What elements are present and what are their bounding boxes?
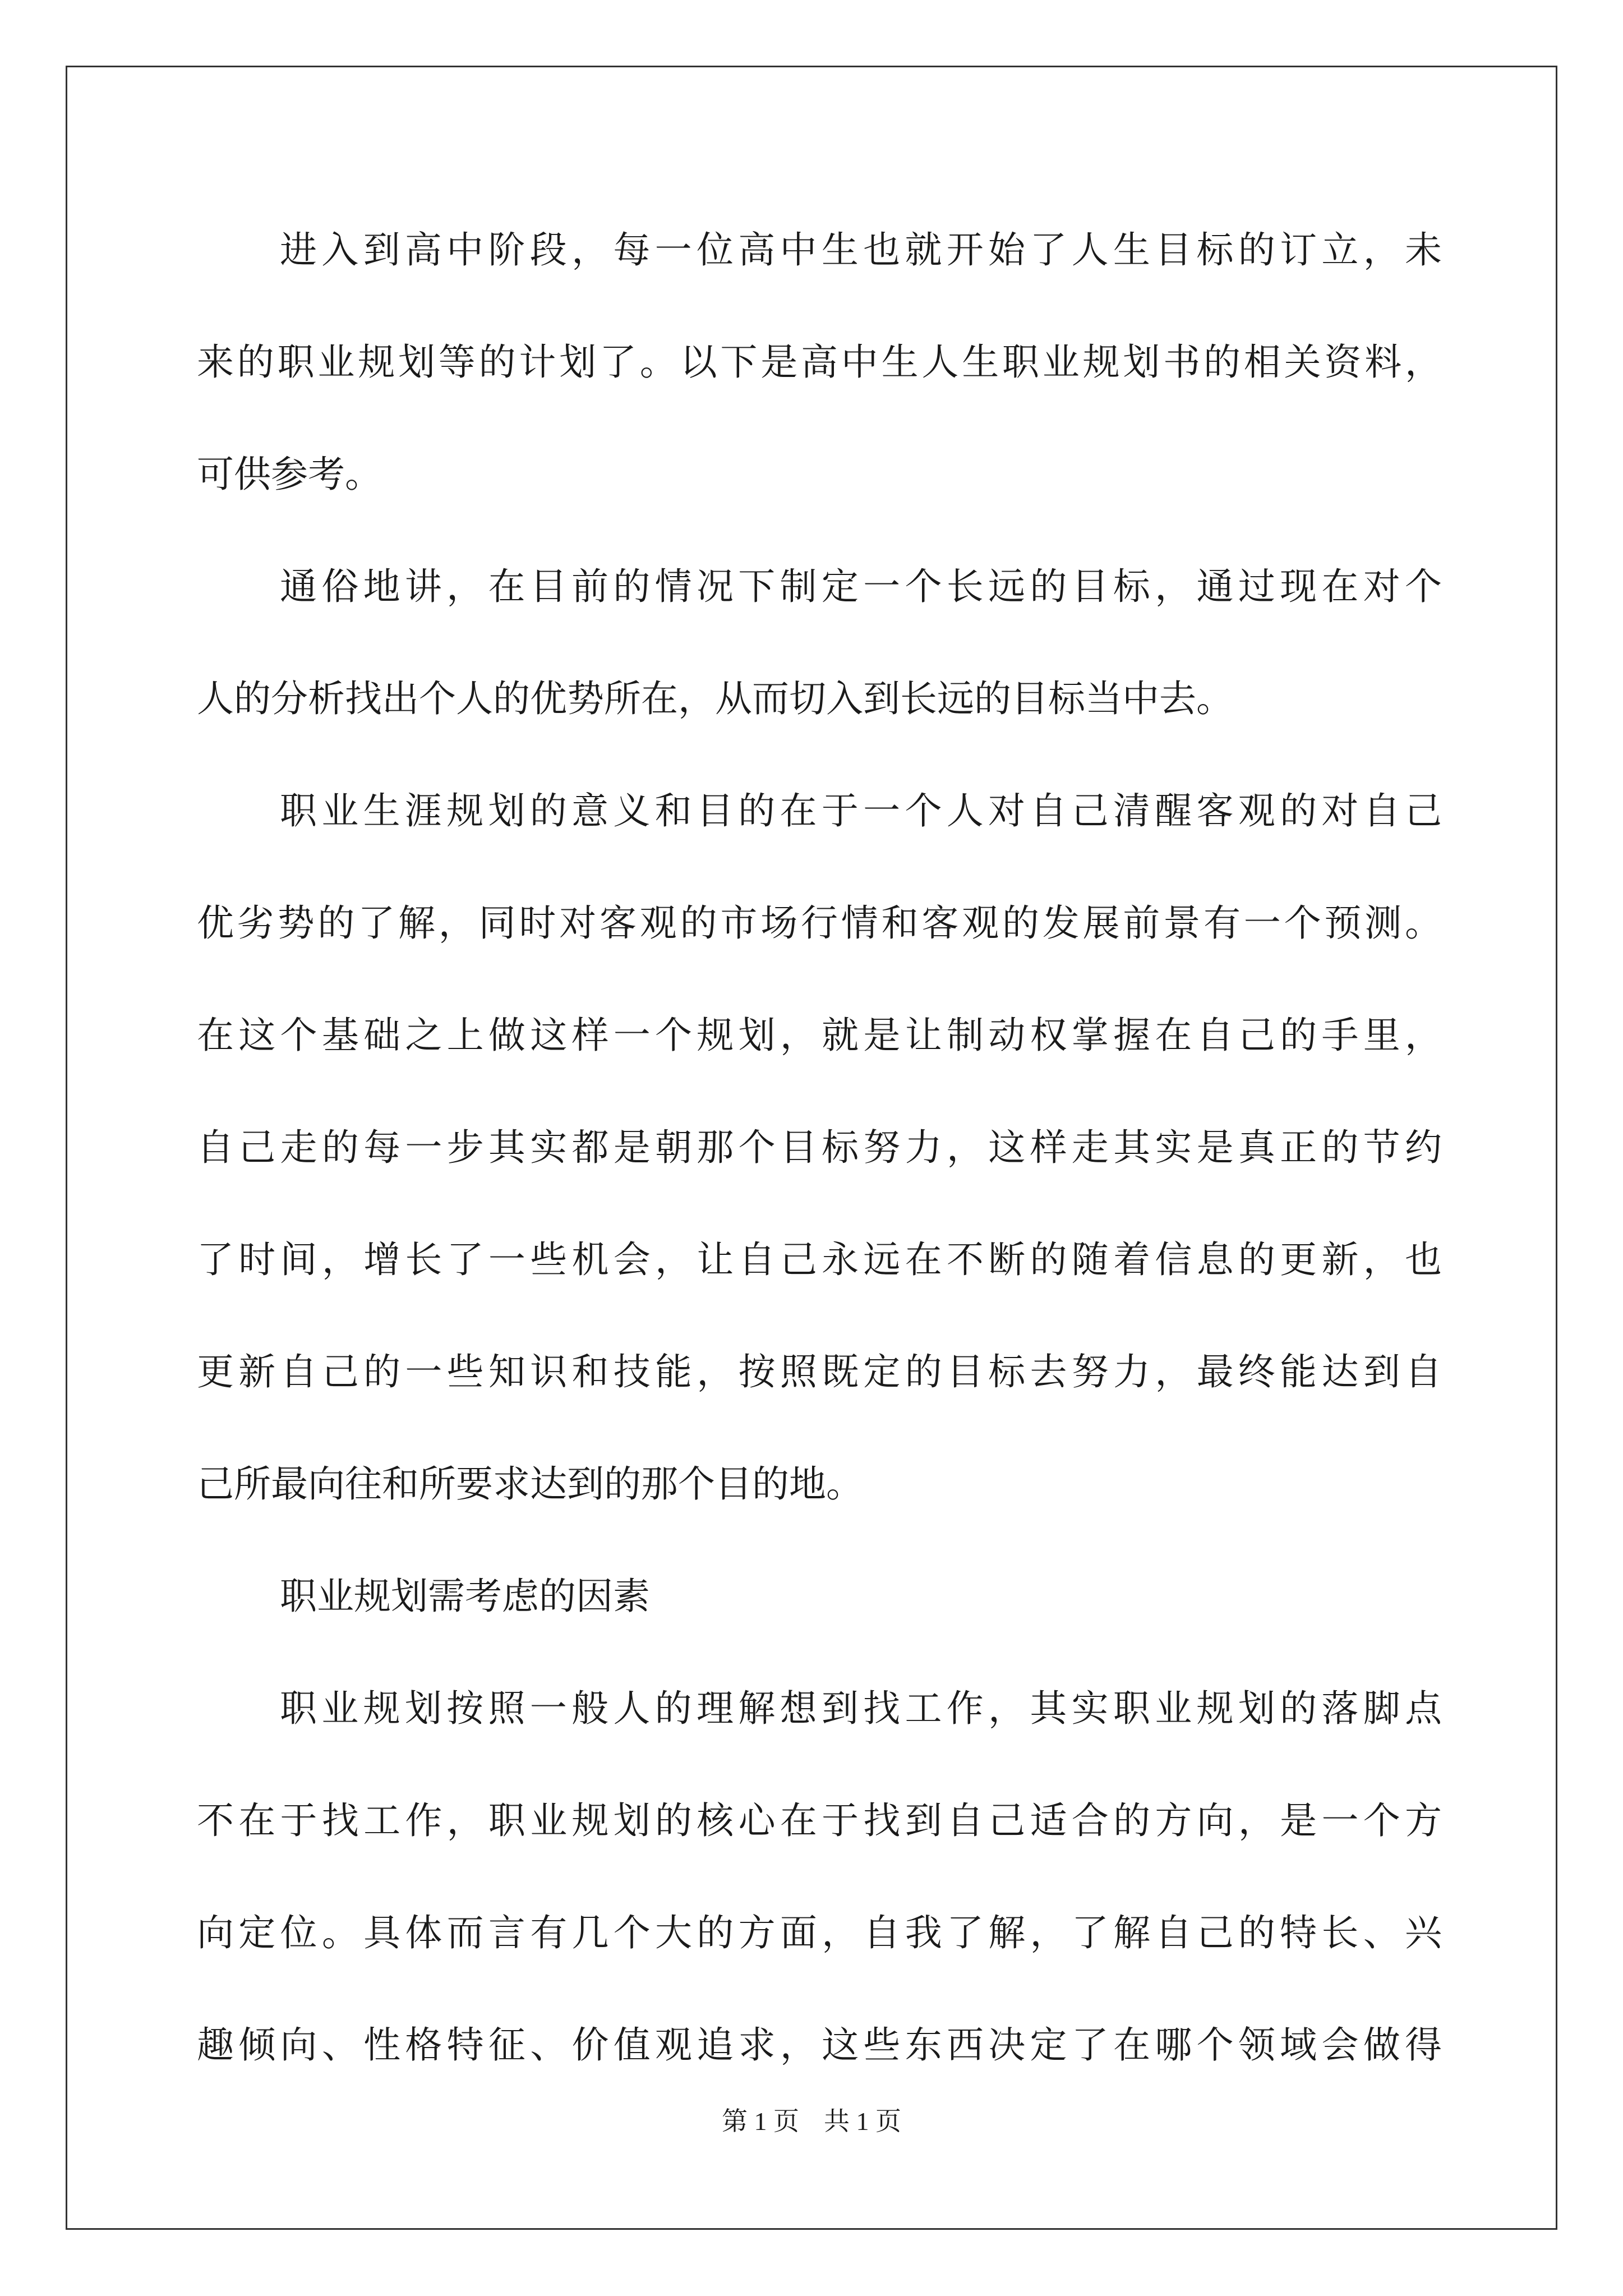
page-footer bbox=[0, 2105, 1623, 2138]
text-line: 人的分析找出个人的优势所在，从而切入到长远的目标当中去。 bbox=[197, 677, 1233, 720]
text-line: 职业规划按照一般人的理解想到找工作，其实职业规划的落脚点 bbox=[280, 1687, 1442, 1730]
text-line: 进入到高中阶段，每一位高中生也就开始了人生目标的订立，未 bbox=[280, 228, 1442, 272]
page-number: 第 1 页 bbox=[722, 2107, 799, 2136]
text-line: 己所最向往和所要求达到的那个目的地。 bbox=[197, 1462, 863, 1506]
text-line: 趣倾向、性格特征、价值观追求，这些东西决定了在哪个领域会做得 bbox=[197, 2023, 1442, 2067]
text-line: 优劣势的了解，同时对客观的市场行情和客观的发展前景有一个预测。 bbox=[197, 901, 1442, 945]
text-line: 更新自己的一些知识和技能，按照既定的目标去努力，最终能达到自 bbox=[197, 1350, 1442, 1393]
text-line: 通俗地讲，在目前的情况下制定一个长远的目标，通过现在对个 bbox=[280, 565, 1442, 608]
text-line: 了时间，增长了一些机会，让自己永远在不断的随着信息的更新，也 bbox=[197, 1238, 1442, 1281]
text-line: 可供参考。 bbox=[197, 453, 382, 496]
text-line: 向定位。具体而言有几个大的方面，自我了解，了解自己的特长、兴 bbox=[197, 1911, 1442, 1954]
text-line: 来的职业规划等的计划了。以下是高中生人生职业规划书的相关资料， bbox=[197, 341, 1442, 384]
text-line: 职业规划需考虑的因素 bbox=[280, 1575, 650, 1618]
text-line: 在这个基础之上做这样一个规划，就是让制动权掌握在自己的手里， bbox=[197, 1014, 1442, 1057]
document-body bbox=[197, 205, 1442, 2113]
page-total: 共 1 页 bbox=[824, 2107, 901, 2136]
text-line: 自己走的每一步其实都是朝那个目标努力，这样走其实是真正的节约 bbox=[197, 1126, 1442, 1169]
text-line: 不在于找工作，职业规划的核心在于找到自己适合的方向，是一个方 bbox=[197, 1799, 1442, 1842]
text-line: 职业生涯规划的意义和目的在于一个人对自己清醒客观的对自己 bbox=[280, 789, 1442, 832]
